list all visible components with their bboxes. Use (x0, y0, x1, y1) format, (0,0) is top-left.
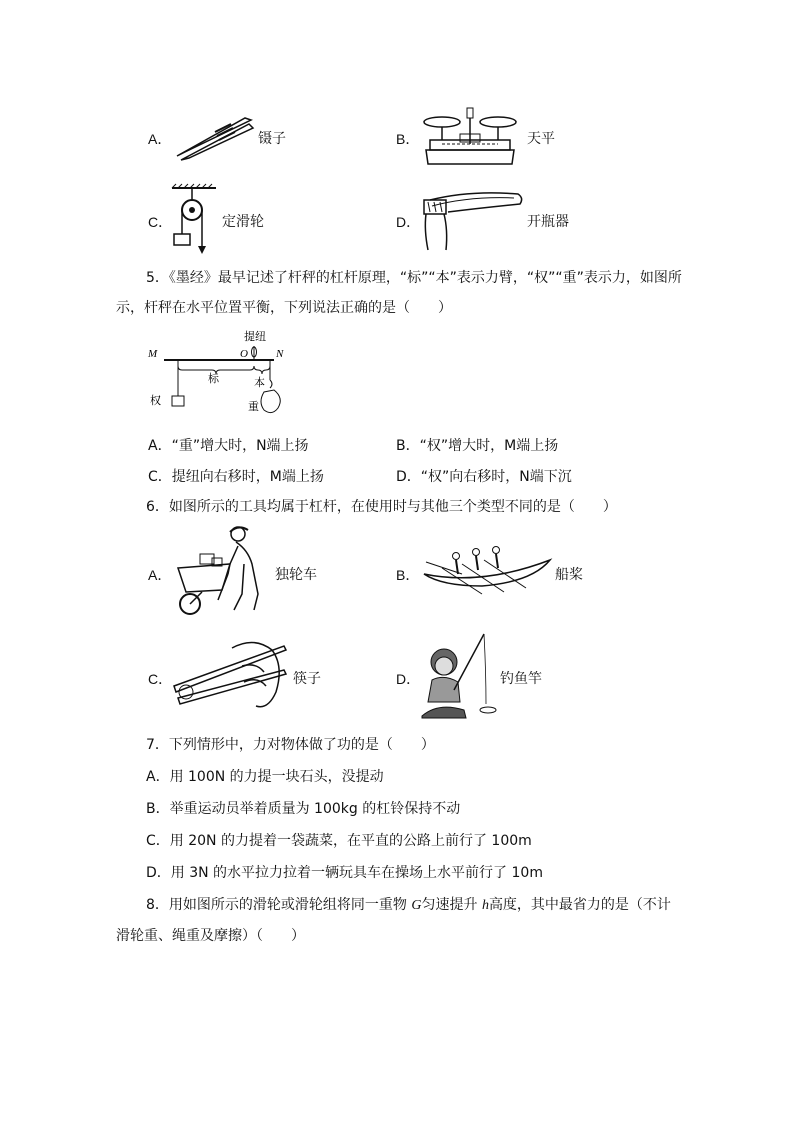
q4-option-c-letter: C． (148, 214, 173, 230)
rowing-boat-icon (422, 546, 552, 596)
fig-quan: 权 (150, 394, 161, 407)
fig-tizu: 提纽 (244, 330, 266, 343)
balance-scale-icon (422, 104, 518, 170)
q6-option-a-letter: A． (148, 567, 172, 583)
q6-option-d-letter: D． (396, 671, 421, 687)
q8-stem-line2: 滑轮重、绳重及摩擦）（ ） (116, 928, 305, 944)
q5-option-d: D．“权”向右移时，N端下沉 (396, 469, 572, 485)
var-h: h (481, 898, 489, 913)
q4-option-c-label: 定滑轮 (222, 214, 264, 230)
q6-stem: 6．如图所示的工具均属于杠杆，在使用时与其他三个类型不同的是（ ） (146, 499, 617, 515)
q7-stem: 7．下列情形中，力对物体做了功的是（ ） (146, 737, 435, 753)
wheelbarrow-icon (172, 524, 272, 618)
q5-option-c: C．提纽向右移时，M端上扬 (148, 469, 324, 485)
fig-m: M (148, 348, 158, 360)
fig-o: O (240, 348, 248, 360)
q7-option-d: D．用 3N 的水平拉力拉着一辆玩具车在操场上水平前行了 10m (146, 865, 543, 881)
chopsticks-icon (172, 636, 290, 712)
q6-option-a-label: 独轮车 (275, 567, 317, 583)
fig-biao: 标 (208, 372, 219, 385)
q7-option-a: A．用 100N 的力提一块石头，没提动 (146, 769, 384, 785)
bottle-opener-icon (420, 186, 526, 252)
q5-stem-line1: 5．《墨经》最早记述了杆秤的杠杆原理，“标”“本”表示力臂，“权”“重”表示力，如图所 (146, 270, 682, 286)
q6-option-d-label: 钓鱼竿 (500, 671, 542, 687)
q6-option-b-letter: B． (396, 567, 420, 583)
q6-option-b-label: 船桨 (555, 567, 583, 583)
q7-option-b: B．举重运动员举着质量为 100kg 的杠铃保持不动 (146, 801, 461, 817)
q6-option-c-label: 筷子 (293, 671, 321, 687)
fig-zhong: 重 (248, 400, 259, 413)
q4-option-b-label: 天平 (527, 131, 555, 147)
q5-stem-line2: 示，杆秤在水平位置平衡，下列说法正确的是（ ） (116, 300, 452, 316)
fixed-pulley-icon (170, 184, 218, 256)
fig-n: N (276, 348, 284, 360)
tweezers-icon (175, 112, 255, 162)
q4-option-d-letter: D． (396, 214, 421, 230)
steelyard-figure (148, 330, 298, 416)
fig-ben: 本 (254, 376, 265, 389)
q6-option-c-letter: C． (148, 671, 173, 687)
q4-option-a-label: 镊子 (258, 131, 286, 147)
q8-stem-line1: 8．用如图所示的滑轮或滑轮组将同一重物 G匀速提升 h高度，其中最省力的是（不计 (146, 897, 671, 913)
q5-option-a: A．“重”增大时，N端上扬 (148, 438, 309, 454)
q5-option-b: B．“权”增大时，M端上扬 (396, 438, 559, 454)
q4-option-a-letter: A． (148, 131, 172, 147)
q4-option-b-letter: B． (396, 131, 420, 147)
q4-option-d-label: 开瓶器 (527, 214, 569, 230)
var-g: G (411, 898, 422, 913)
fishing-rod-icon (418, 632, 502, 720)
q7-option-c: C．用 20N 的力提着一袋蔬菜，在平直的公路上前行了 100m (146, 833, 532, 849)
